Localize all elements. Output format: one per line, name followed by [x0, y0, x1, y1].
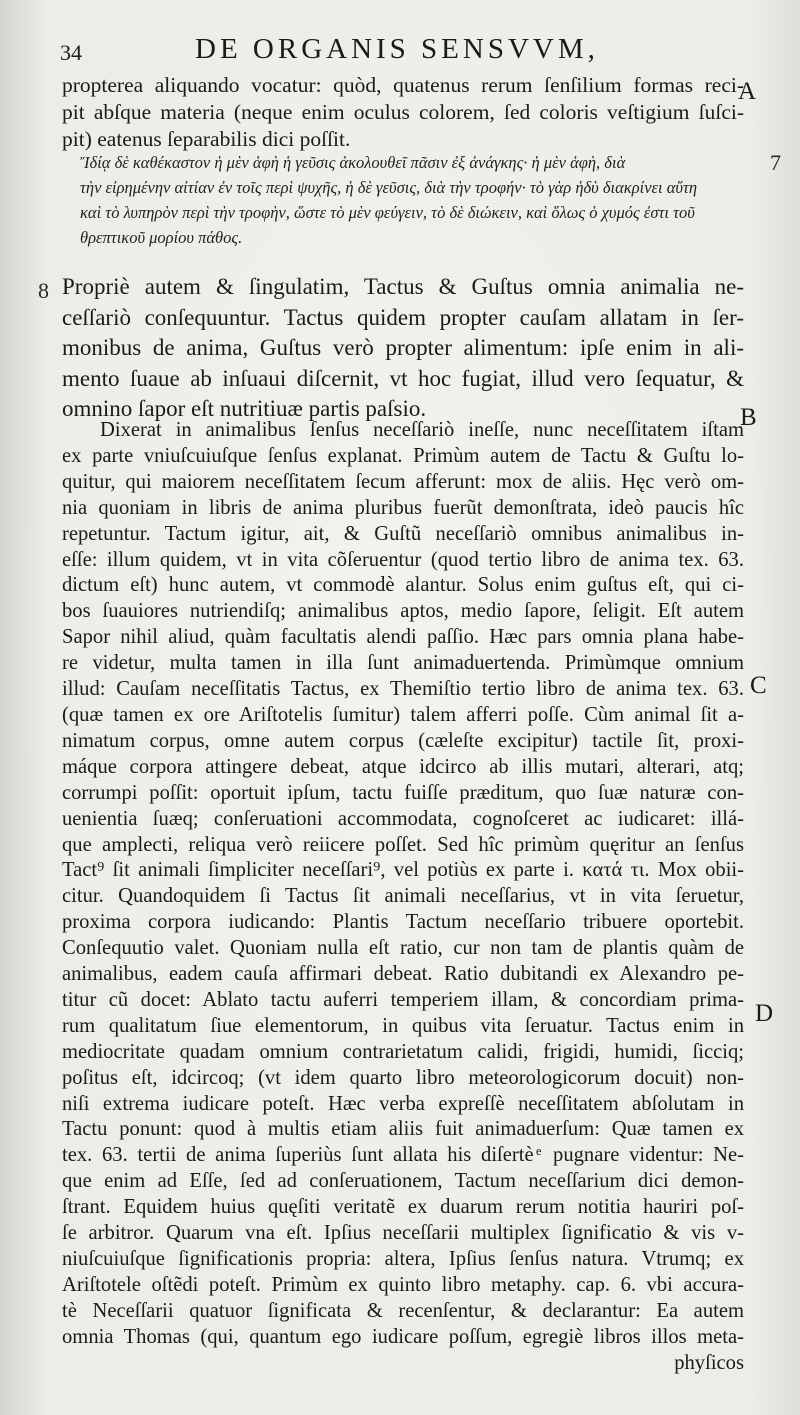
text-line: eſſe: illum quidem, vt in vita cõſeruentur (quod tertio libro de anima tex. 63.	[62, 548, 744, 571]
text-line: nia quoniam in libris de anima pluribus fuerũt demonſtrata, ideò paucis hîc	[62, 496, 744, 519]
text-line: Conſequutio valet. Quoniam nulla eſt ratio, cur non tam de plantis quàm de	[62, 937, 744, 960]
text-line: bos ſuauiores nutriendiſq; animalibus aptos, medio ſapore, ſeligit. Eſt autem	[62, 600, 744, 623]
text-line: ceſſariò conſequuntur. Tactus quidem propter cauſam allatam in ſer-	[62, 304, 744, 330]
text-line: citur. Quandoquidem ſi Tactus ſit animali neceſſarius, vt in vita ſeruetur,	[62, 885, 744, 908]
latin-translation-paragraph	[62, 272, 744, 425]
text-line: illud: Cauſam neceſſitatis Tactus, ex Themiſtio tertio libro de anima tex. 63.	[62, 678, 744, 701]
text-line: ſe arbitror. Quarum vna eſt. Ipſius neceſſarii multiplex ſignificatio & vis v-	[62, 1222, 744, 1245]
text-line: que enim ad Eſſe, ſed ad conſeruationem, Tactum neceſſarium dici demon-	[62, 1170, 744, 1193]
text-line: ſtrant. Equidem huius quęſiti veritatẽ ex duarum rerum notitia hauriri poſ-	[62, 1196, 744, 1219]
greek-line: Ἴδίᾳ δὲ καθέκαστον ἡ μὲν ἁφὴ ἡ γεῦσις ἀκολουθεῖ πᾶσιν ἐξ ἀνάγκης· ἡ μὲν ἁφὴ, διὰ	[80, 153, 626, 172]
text-line: niſi extrema iudicare poteſt. Hæc verba expreſſè neceſſitatem abſolutam in	[62, 1092, 744, 1115]
text-line: Dixerat in animalibus ſenſus neceſſariò ineſſe, nunc neceſſitatem iſtam	[100, 419, 744, 441]
text-line: Sapor nihil aliud, quàm facultatis alendi paſſio. Hæc pars omnia plana habe-	[62, 626, 744, 649]
text-line: dictum eſt) hunc autem, vt commodè alantur. Solus enim guſtus eſt, qui ci-	[62, 574, 744, 597]
text-line: (quæ tamen ex ore Ariſtotelis ſumitur) talem afferri poſſe. Cùm animal ſit a-	[62, 703, 744, 726]
text-line: omnia Thomas (qui, quantum ego iudicare poſſum, egregiè libros illos meta-	[62, 1325, 744, 1348]
text-line: uenientia ſuæq; conſeruationi accommodata, cognoſceret ac iudicaret: illá-	[62, 807, 744, 830]
text-line: Propriè autem & ſingulatim, Tactus & Guſtus omnia animalia ne-	[62, 274, 744, 299]
text-line: Tactu ponunt: quod à multis etiam aliis fuit animaduerſum: Quæ tamen ex	[62, 1118, 744, 1141]
catchword: phyſicos	[674, 1351, 744, 1374]
opening-paragraph	[62, 72, 744, 153]
text-line: poſitus eſt, idcircoq; (vt idem quarto libro meteorologicorum docuit) non-	[62, 1066, 744, 1089]
text-line: monibus de anima, Guſtus verò propter alimentum: ipſe enim in ali-	[62, 335, 744, 360]
text-line: ex parte vniuſcuiuſque ſenſus explanat. Primùm autem de Tactu & Guſtu lo-	[62, 444, 744, 467]
margin-letter-d: D	[755, 1000, 774, 1027]
margin-note-seven: 7	[770, 150, 781, 175]
greek-text-block	[80, 150, 740, 250]
text-line: titur cũ docet: Ablato tactu auferri temperiem illam, & concordiam prima-	[62, 988, 744, 1011]
text-line: máque corpora attingere debeat, atque idcirco ab illis mutari, alterari, atq;	[62, 755, 744, 778]
running-title: DE ORGANIS SENSVVM,	[195, 33, 599, 65]
margin-letter-c: C	[750, 672, 767, 699]
text-line: proxima corpora iudicando: Plantis Tactum neceſſario tribuere oportebit.	[62, 911, 744, 934]
text-line: pit abſque materia (neque enim oculus colorem, ſed coloris veſtigium ſuſci-	[62, 100, 744, 124]
text-line: tè Neceſſarii quatuor ſignificata & recenſentur, & declarantur: Ea autem	[62, 1299, 744, 1322]
greek-line: τὴν εἰρημένην αἰτίαν ἐν τοῖς περὶ ψυχῆς, ἡ δὲ γεῦσις, διὰ τὴν τροφήν· τὸ γὰρ ἡδὺ διακρίνει αὕτη	[80, 178, 698, 197]
text-line: nimatum corpus, omne autem corpus (cæleſte excipitur) tactile ſit, proxi-	[62, 729, 744, 752]
text-line: corrumpi poſſit: oportuit ipſum, tactu fuiſſe præditum, quo ſuæ naturæ con-	[62, 781, 744, 804]
greek-line: καὶ τὸ λυπηρὸν περὶ τὴν τροφὴν, ὥστε τὸ μὲν φεύγειν, τὸ δὲ διώκειν, καὶ ὅλως ὁ χυμός ἐστι τοῦ	[80, 203, 695, 222]
text-line: tex. 63. tertii de anima ſuperiùs ſunt allata his diſertè ͤ pugnare videntur: Ne-	[62, 1144, 744, 1167]
text-line: rum qualitatum ſiue elementorum, in quibus vita ſeruatur. Tactus enim in	[62, 1014, 744, 1037]
text-line: quitur, qui maiorem neceſſitatem ſecum afferunt: mox de aliis. Hęc verò om-	[62, 470, 744, 493]
greek-line: θρεπτικοῦ μορίου πάθος.	[80, 228, 243, 247]
text-line: que amplecti, reliqua verò reiicere poſſet. Sed hîc primùm quęritur an ſenſus	[62, 833, 744, 856]
text-line: Tact⁹ ſit animali ſimpliciter neceſſari⁹, vel potiùs ex parte i. κατά τι. Mox obii-	[62, 859, 744, 882]
text-line: omnino ſapor eſt nutritiuæ partis paſsio.	[62, 396, 427, 421]
page-number: 34	[60, 40, 82, 65]
text-line: propterea aliquando vocatur: quòd, quatenus rerum ſenſilium formas reci-	[62, 73, 744, 97]
text-line: pit) eatenus ſeparabilis dici poſſit.	[62, 127, 351, 151]
text-line: mediocritate quadam omnium contrarietatum calidi, frigidi, humidi, ſicciq;	[62, 1040, 744, 1063]
margin-letter-b: B	[740, 404, 757, 431]
margin-letter-a: A	[738, 78, 757, 105]
text-line: repetuntur. Tactum igitur, ait, & Guſtũ neceſſariò omnibus animalibus in-	[62, 522, 744, 545]
text-line: animalibus, eadem cauſa affirmari debeat. Ratio dubitandi ex Alexandro pe-	[62, 963, 744, 986]
text-line: Ariſtotele oſtẽdi poteſt. Primùm ex quinto libro metaphy. cap. 6. vbi accura-	[62, 1273, 744, 1296]
commentary-paragraph	[62, 418, 744, 1377]
text-line: niuſcuiuſque ſignificationis propria: altera, Ipſius ſenſus natura. Vtrumq; ex	[62, 1248, 744, 1270]
margin-note-number: 8	[38, 278, 49, 303]
text-line: mento ſuaue ab inſuaui diſcernit, vt hoc fugiat, illud vero ſequatur, &	[62, 365, 744, 391]
text-line: re videtur, multa tamen in illa ſunt animaduertenda. Primùmque omnium	[62, 652, 744, 675]
